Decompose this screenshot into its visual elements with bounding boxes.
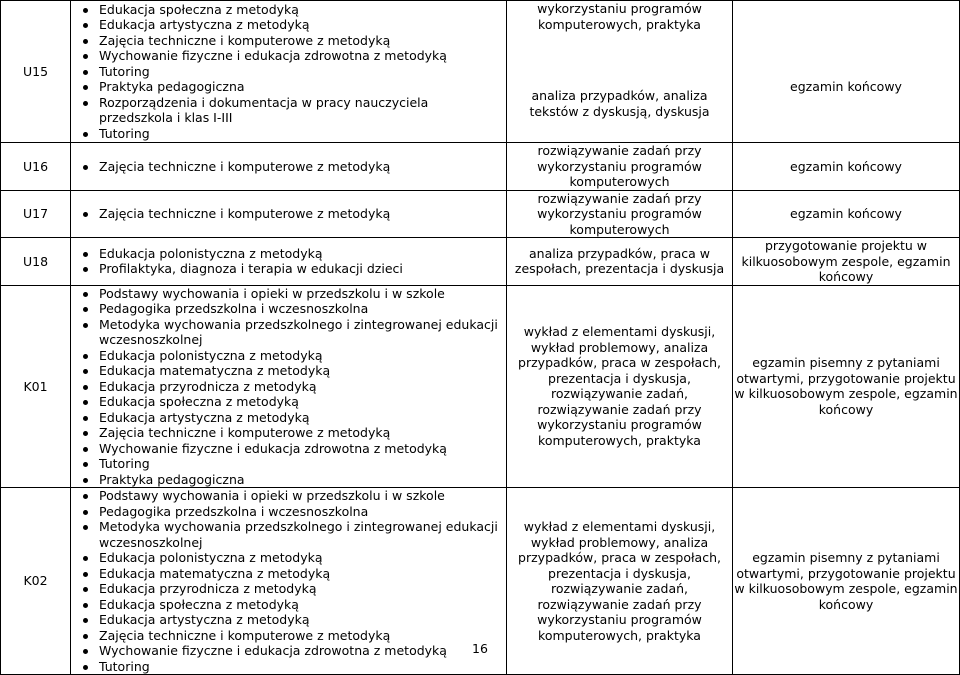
list-item: Wychowanie fizyczne i edukacja zdrowotna z metodyką [77, 441, 506, 457]
teaching-methods: analiza przypadków, praca w zespołach, prezentacja i dyskusja [507, 238, 733, 286]
list-item: Wychowanie fizyczne i edukacja zdrowotna z metodyką [77, 48, 506, 64]
teaching-methods-cell [507, 1, 733, 143]
table-row [1, 285, 960, 488]
outcome-code: U15 [1, 1, 71, 143]
list-item: Podstawy wychowania i opieki w przedszkolu i w szkole [77, 286, 506, 302]
teaching-methods: analiza przypadków, analiza tekstów z dyskusją, dyskusja [529, 88, 710, 119]
assessment-method: egzamin pisemny z pytaniami otwartymi, przygotowanie projektu w kilkuosobowym zespole, egzamin końcowy [733, 285, 960, 488]
list-item: Zajęcia techniczne i komputerowe z metodyką [77, 206, 506, 222]
subject-list [77, 286, 506, 488]
outcome-code: U16 [1, 143, 71, 191]
list-item: Edukacja społeczna z metodyką [77, 597, 506, 613]
list-item: Edukacja polonistyczna z metodyką [77, 246, 506, 262]
outcome-code: U17 [1, 190, 71, 238]
list-item: Zajęcia techniczne i komputerowe z metodyką [77, 159, 506, 175]
list-item: Edukacja artystyczna z metodyką [77, 612, 506, 628]
list-item: Zajęcia techniczne i komputerowe z metodyką [77, 33, 506, 49]
list-item: Edukacja polonistyczna z metodyką [77, 550, 506, 566]
teaching-methods: wykład z elementami dyskusji, wykład problemowy, analiza przypadków, praca w zespołach, prezentacja i dyskusja, rozwiązywanie zadań, rozwiązywanie zadań przy wykorzystaniu programów komputerowych, praktyka [507, 488, 733, 675]
list-item: Pedagogika przedszkolna i wczesnoszkolna [77, 301, 506, 317]
table-row [1, 238, 960, 286]
teaching-methods: rozwiązywanie zadań przy wykorzystaniu programów komputerowych [507, 143, 733, 191]
list-item: Edukacja przyrodnicza z metodyką [77, 379, 506, 395]
list-item: Rozporządzenia i dokumentacja w pracy nauczyciela przedszkola i klas I-III [77, 95, 506, 126]
outcome-code: U18 [1, 238, 71, 286]
list-item: Praktyka pedagogiczna [77, 472, 506, 488]
list-item: Edukacja przyrodnicza z metodyką [77, 581, 506, 597]
list-item: Edukacja społeczna z metodyką [77, 2, 506, 18]
assessment-method: egzamin końcowy [733, 143, 960, 191]
teaching-methods-continued: wykorzystaniu programów komputerowych, praktyka [537, 1, 702, 32]
page-number: 16 [472, 641, 488, 656]
list-item: Tutoring [77, 126, 506, 142]
assessment-method: egzamin końcowy [733, 1, 960, 143]
assessment-method: egzamin końcowy [733, 190, 960, 238]
assessment-method: egzamin pisemny z pytaniami otwartymi, przygotowanie projektu w kilkuosobowym zespole, egzamin końcowy [733, 488, 960, 675]
list-item: Edukacja matematyczna z metodyką [77, 566, 506, 582]
list-item: Tutoring [77, 456, 506, 472]
list-item: Praktyka pedagogiczna [77, 79, 506, 95]
subject-list-cell [71, 238, 507, 286]
subject-list-cell [71, 190, 507, 238]
list-item: Pedagogika przedszkolna i wczesnoszkolna [77, 504, 506, 520]
list-item: Tutoring [77, 64, 506, 80]
list-item: Tutoring [77, 659, 506, 675]
list-item: Edukacja społeczna z metodyką [77, 394, 506, 410]
teaching-methods: rozwiązywanie zadań przy wykorzystaniu programów komputerowych [507, 190, 733, 238]
list-item: Edukacja artystyczna z metodyką [77, 17, 506, 33]
outcome-code: K01 [1, 285, 71, 488]
subject-list-cell [71, 1, 507, 143]
list-item: Zajęcia techniczne i komputerowe z metodyką [77, 425, 506, 441]
assessment-method: przygotowanie projektu w kilkuosobowym zespole, egzamin końcowy [733, 238, 960, 286]
list-item: Zajęcia techniczne i komputerowe z metodyką [77, 628, 506, 644]
list-item: Edukacja polonistyczna z metodyką [77, 348, 506, 364]
list-item: Edukacja artystyczna z metodyką [77, 410, 506, 426]
table-row [1, 190, 960, 238]
list-item: Metodyka wychowania przedszkolnego i zintegrowanej edukacji wczesnoszkolnej [77, 519, 506, 550]
subject-list-cell [71, 143, 507, 191]
subject-list [77, 246, 506, 277]
list-item: Podstawy wychowania i opieki w przedszkolu i w szkole [77, 488, 506, 504]
outcome-code: K02 [1, 488, 71, 675]
list-item: Edukacja matematyczna z metodyką [77, 363, 506, 379]
table-row [1, 143, 960, 191]
list-item: Profilaktyka, diagnoza i terapia w edukacji dzieci [77, 261, 506, 277]
list-item: Wychowanie fizyczne i edukacja zdrowotna z metodyką [77, 643, 506, 659]
teaching-methods: wykład z elementami dyskusji, wykład problemowy, analiza przypadków, praca w zespołach, prezentacja i dyskusja, rozwiązywanie zadań, rozwiązywanie zadań przy wykorzystaniu programów komputerowych, praktyka [507, 285, 733, 488]
subject-list [77, 206, 506, 222]
subject-list [77, 159, 506, 175]
list-item: Metodyka wychowania przedszkolnego i zintegrowanej edukacji wczesnoszkolnej [77, 317, 506, 348]
table-row [1, 1, 960, 143]
subject-list [77, 2, 506, 142]
subject-list-cell [71, 285, 507, 488]
